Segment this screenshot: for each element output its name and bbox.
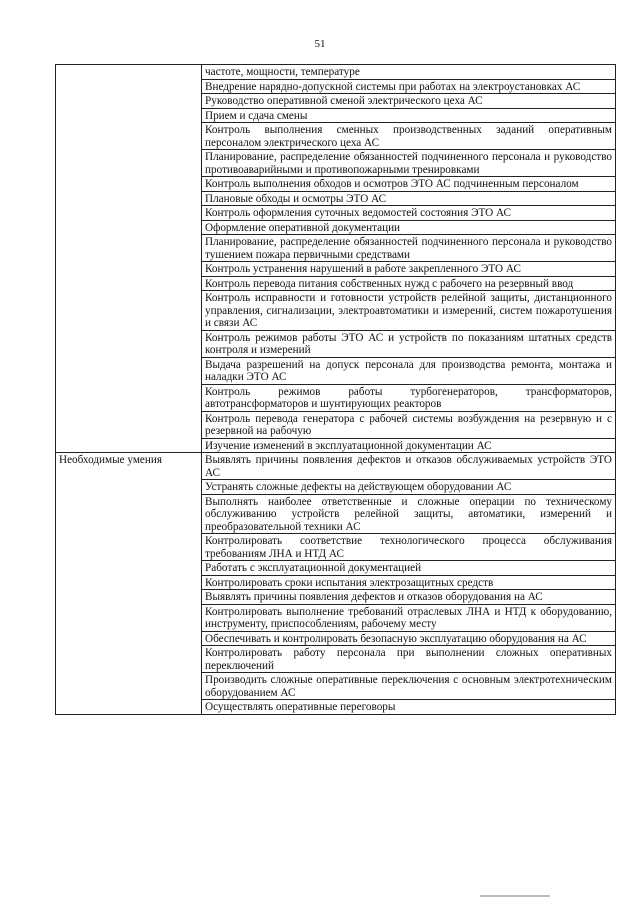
skill-item-cell bbox=[202, 673, 616, 700]
labor-action-item-cell bbox=[202, 235, 616, 262]
labor-action-item-cell bbox=[202, 330, 616, 357]
skill-label: Необходимые умения bbox=[59, 454, 162, 466]
labor-action-item-cell bbox=[202, 79, 616, 94]
skill-item-cell bbox=[202, 453, 616, 480]
labor-action-item-cell bbox=[202, 384, 616, 411]
table-body bbox=[56, 65, 616, 715]
labor-action-item-cell bbox=[202, 191, 616, 206]
labor-action-item-cell bbox=[202, 150, 616, 177]
scan-artifact bbox=[480, 895, 550, 897]
labor-action-item-cell bbox=[202, 276, 616, 291]
labor-action-item-text: Контроль перевода генератора с рабочей системы возбуждения на резервную и с резервной на рабочую bbox=[205, 412, 612, 437]
skill-item-text: Контролировать работу персонала при выполнении сложных оперативных переключений bbox=[205, 647, 612, 672]
labor-action-item-cell bbox=[202, 94, 616, 109]
labor-action-item-text: Планирование, распределение обязанностей подчиненного персонала и руководство тушением пожара первичными средствами bbox=[205, 236, 612, 261]
skill-item-text: Выявлять причины появления дефектов и отказов оборудования на АС bbox=[205, 591, 543, 603]
labor-action-item-text: Изучение изменений в эксплуатационной документации АС bbox=[205, 439, 492, 452]
labor-action-item-text: Контроль исправности и готовности устройств релейной защиты, дистанционного управления, сигнализации, электроавтоматики и измерений, систем пожаротушения и связи АС bbox=[205, 292, 612, 329]
skill-item-cell bbox=[202, 534, 616, 561]
labor-action-item-text: Планирование, распределение обязанностей подчиненного персонала и руководство противоаварийными и противопожарными тренировками bbox=[205, 151, 612, 176]
labor-action-item-text: Выдача разрешений на допуск персонала для производства ремонта, монтажа и наладки ЭТО АС bbox=[205, 358, 612, 383]
labor-action-item-text: Оформление оперативной документации bbox=[205, 221, 401, 234]
skill-item-cell bbox=[202, 700, 616, 715]
skill-item-text: Контролировать соответствие технологического процесса обслуживания требованиям ЛНА и НТД АС bbox=[205, 535, 612, 560]
labor-action-item-text: Руководство оперативной сменой электрического цеха АС bbox=[205, 95, 483, 107]
labor-action-item-cell bbox=[202, 262, 616, 277]
labor-action-item-text: Контроль выполнения сменных производственных заданий оперативным персоналом электрического цеха АС bbox=[205, 124, 612, 149]
skill-item-text: Контролировать сроки испытания электрозащитных средств bbox=[205, 576, 494, 589]
labor-action-item-cell bbox=[202, 177, 616, 192]
labor-action-item-cell bbox=[202, 220, 616, 235]
labor-action-item-text: Контроль режимов работы ЭТО АС и устройств по показаниям штатных средств контроля и измерений bbox=[205, 331, 612, 356]
skill-item-cell bbox=[202, 561, 616, 576]
skill-item-text: Осуществлять оперативные переговоры bbox=[205, 701, 396, 713]
skill-item-text: Выполнять наиболее ответственные и сложные операции по техническому обслуживанию устройств релейной защиты, автоматики, измерений и преобразовательной техники АС bbox=[205, 495, 612, 533]
skill-item-cell bbox=[202, 494, 616, 534]
labor-action-item-text: Контроль устранения нарушений в работе закрепленного ЭТО АС bbox=[205, 263, 521, 275]
labor-action-item-text: Плановые обходы и осмотры ЭТО АС bbox=[205, 192, 387, 205]
labor-action-item-text: Контроль выполнения обходов и осмотров ЭТО АС подчиненным персоналом bbox=[205, 178, 579, 190]
skill-item-text: Контролировать выполнение требований отраслевых ЛНА и НТД к оборудованию, инструменту, приспособлениям, рабочему месту bbox=[205, 605, 612, 630]
skill-item-cell bbox=[202, 604, 616, 631]
labor-action-item-text: Прием и сдача смены bbox=[205, 109, 308, 122]
labor-action-item-text: частоте, мощности, температуре bbox=[205, 66, 360, 78]
labor-action-item-text: Контроль перевода питания собственных нужд с рабочего на резервный ввод bbox=[205, 277, 574, 290]
labor-action-row bbox=[56, 65, 616, 80]
skill-item-cell bbox=[202, 631, 616, 646]
page-number: 51 bbox=[314, 38, 326, 50]
labor-action-item-text: Контроль оформления суточных ведомостей состояния ЭТО АС bbox=[205, 207, 511, 219]
skill-item-text: Устранять сложные дефекты на действующем оборудовании АС bbox=[205, 481, 512, 493]
labor-action-item-text: Внедрение нарядно-допускной системы при работах на электроустановках АС bbox=[205, 80, 581, 93]
skill-item-text: Выявлять причины появления дефектов и отказов обслуживаемых устройств ЭТО АС bbox=[205, 454, 612, 479]
labor-action-item-cell bbox=[202, 357, 616, 384]
requirements-table bbox=[55, 64, 616, 715]
skill-item-cell bbox=[202, 590, 616, 605]
labor-action-item-cell bbox=[202, 65, 616, 80]
labor-action-item-cell bbox=[202, 206, 616, 221]
skill-item-cell bbox=[202, 480, 616, 495]
labor-action-label-cell bbox=[56, 65, 202, 453]
skill-label-cell bbox=[56, 453, 202, 715]
labor-action-item-cell bbox=[202, 108, 616, 123]
labor-action-item-cell bbox=[202, 411, 616, 438]
skill-item-text: Обеспечивать и контролировать безопасную эксплуатацию оборудования на АС bbox=[205, 632, 587, 645]
skill-item-text: Производить сложные оперативные переключения с основным электротехническим оборудованием АС bbox=[205, 674, 612, 699]
skill-item-cell bbox=[202, 575, 616, 590]
skill-item-text: Работать с эксплуатационной документацией bbox=[205, 562, 422, 574]
labor-action-item-cell bbox=[202, 438, 616, 453]
labor-action-item-cell bbox=[202, 291, 616, 331]
skill-row bbox=[56, 453, 616, 480]
skill-item-cell bbox=[202, 646, 616, 673]
labor-action-item-text: Контроль режимов работы турбогенераторов, трансформаторов, автотрансформаторов и шунтирующих реакторов bbox=[205, 385, 612, 410]
labor-action-item-cell bbox=[202, 123, 616, 150]
